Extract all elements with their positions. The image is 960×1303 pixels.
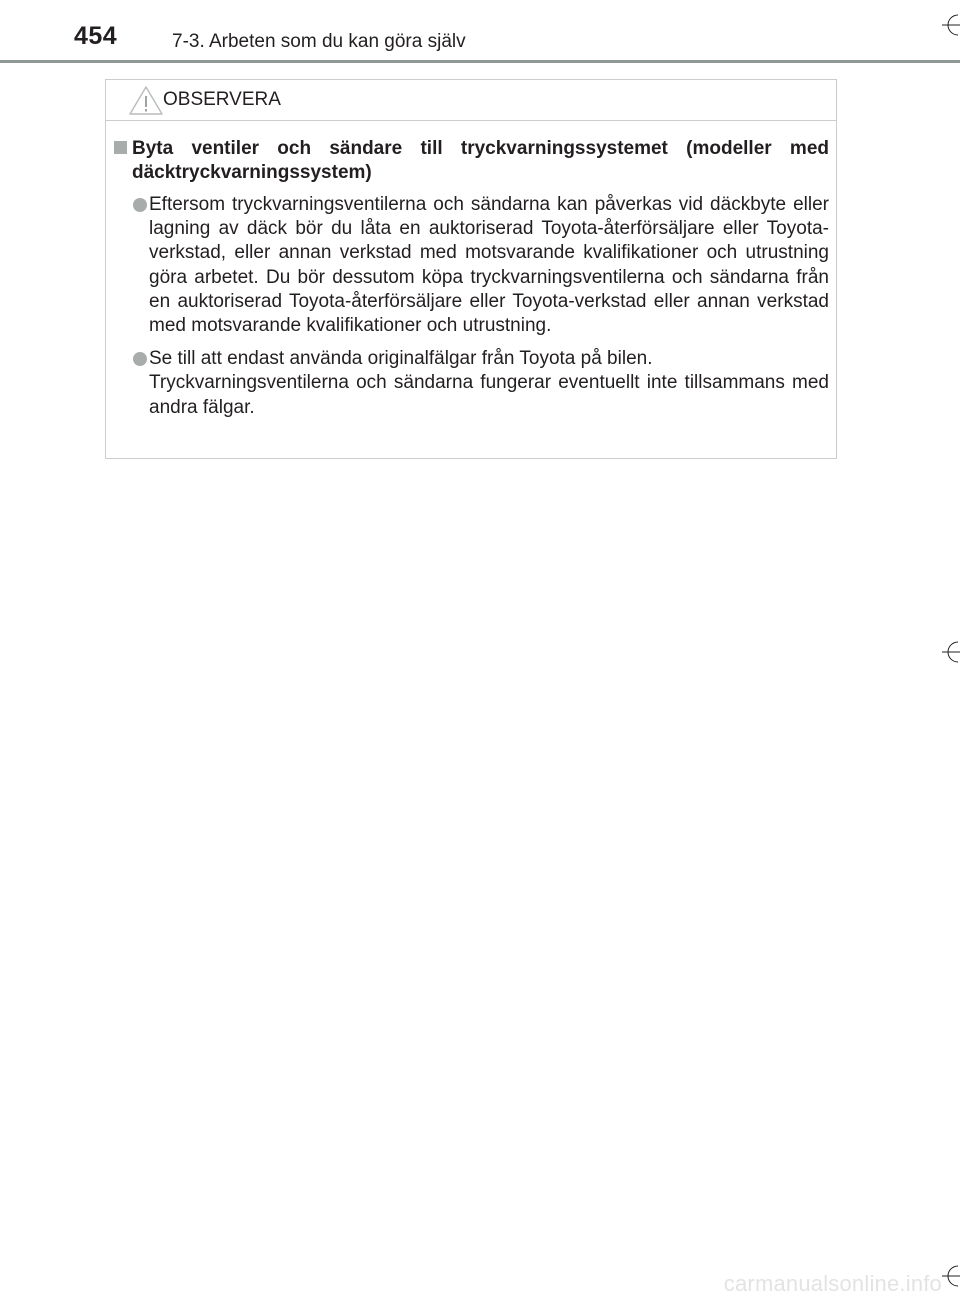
section-title: 7-3. Arbeten som du kan göra själv [172, 31, 466, 52]
list-item [114, 347, 829, 420]
caution-box [105, 79, 837, 459]
caution-content [114, 137, 829, 420]
caution-label: OBSERVERA [163, 89, 281, 110]
caution-header [106, 80, 836, 121]
bullet-paragraph: Se till att endast använda originalfälgar från Toyota på bilen. [149, 348, 653, 370]
bullet-paragraph: Eftersom tryckvarningsventilerna och sändarna kan påverkas vid däckbyte eller lagning av däck bör du låta en auktoriserad Toyota-återförsäljare eller Toyota-verkstad, eller annan verkstad med motsvarande kvalifikationer och utrustning göra arbetet. Du bör dessutom köpa tryckvarningsventilerna och sändarna från en auktoriserad Toyota-återförsäljare eller Toyota-verkstad eller annan verkstad med motsvarande kvalifikationer och utrustning. [149, 194, 829, 337]
bullet-paragraph: Tryckvarningsventilerna och sändarna fungerar eventuellt inte tillsammans med andra fälgar. [149, 372, 829, 418]
caution-heading-text: Byta ventiler och sändare till tryckvarningssystemet (modeller med däcktryckvarningssystem) [132, 138, 829, 183]
list-item [114, 193, 829, 338]
page-number: 454 [74, 22, 118, 50]
crop-mark-icon [938, 14, 960, 36]
header-rule [0, 60, 960, 63]
watermark: carmanualsonline.info [723, 1271, 942, 1296]
crop-mark-icon [938, 641, 960, 663]
square-bullet-icon [114, 141, 127, 154]
warning-triangle-icon [128, 85, 164, 116]
circle-bullet-icon [133, 352, 147, 366]
circle-bullet-icon [133, 198, 147, 212]
caution-heading [114, 137, 829, 185]
